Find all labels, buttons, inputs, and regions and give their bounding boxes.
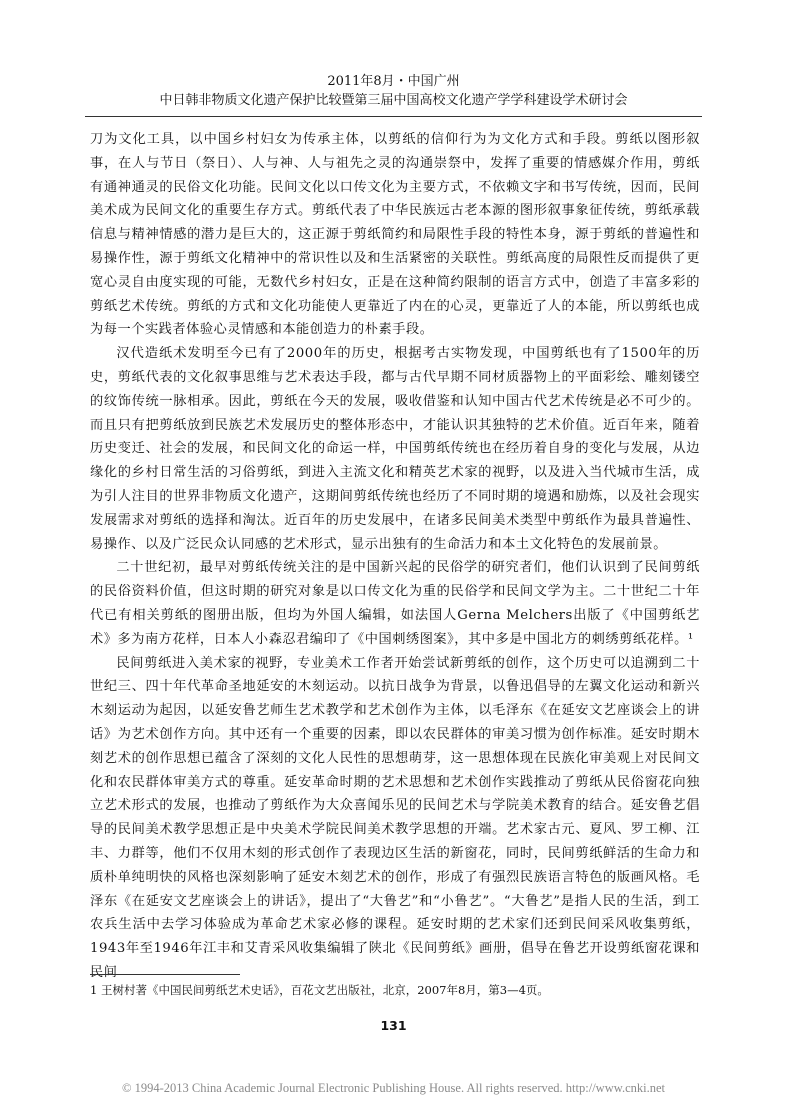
copyright-notice: © 1994-2013 China Academic Journal Electronic Publishing House. All rights reserved. http://www.cnki.net (122, 1081, 665, 1095)
paragraph: 汉代造纸术发明至今已有了2000年的历史，根据考古实物发现，中国剪纸也有了1500年的历史，剪纸代表的文化叙事思维与艺术表达手段，都与古代早期不同材质器物上的平面彩绘、雕刻镂空的纹饰传统一脉相承。因此，剪纸在今天的发展，吸收借鉴和认知中国古代艺术传统是必不可少的。而且只有把剪纸放到民族艺术发展历史的整体形态中，才能认识其独特的艺术价值。近百年来，随着历史变迁、社会的发展，和民间文化的命运一样，中国剪纸传统也在经历着自身的变化与发展，从边缘化的乡村日常生活的习俗剪纸，到进入主流文化和精英艺术家的视野，以及进入当代城市生活，成为引人注目的世界非物质文化遗产，这期间剪纸传统也经历了不同时期的境遇和励炼，以及社会现实发展需求对剪纸的选择和淘汰。近百年的历史发展中，在诸多民间美术类型中剪纸作为最具普遍性、易操作、以及广泛民众认同感的艺术形式，显示出独有的生命活力和本土文化特色的发展前景。 (90, 346, 700, 552)
header-rule (85, 116, 702, 117)
header-conference-title: 中日韩非物质文化遗产保护比较暨第三届中国高校文化遗产学学科建设学术研讨会 (159, 93, 628, 108)
conference-header (0, 72, 787, 110)
header-date-location: 2011年8月・中国广州 (327, 74, 460, 89)
paragraph: 民间剪纸进入美术家的视野，专业美术工作者开始尝试新剪纸的创作，这个历史可以追溯到二十世纪三、四十年代革命圣地延安的木刻运动。以抗日战争为背景，以鲁迅倡导的左翼文化运动和新兴木刻运动为起因，以延安鲁艺师生艺术教学和艺术创作为主体，以毛泽东《在延安文艺座谈会上的讲话》为艺术创作方向。其中还有一个重要的因素，即以农民群体的审美习惯为创作标准。延安时期木刻艺术的创作思想已蕴含了深刻的文化人民性的思想萌芽，这一思想体现在民族化审美观上对民间文化和农民群体审美方式的尊重。延安革命时期的艺术思想和艺术创作实践推动了剪纸从民俗窗花向独立艺术形式的发展，也推动了剪纸作为大众喜闻乐见的民间艺术与学院美术教育的结合。延安鲁艺倡导的民间美术教学思想正是中央美术学院民间美术教学思想的开端。艺术家古元、夏风、罗工柳、江丰、力群等，他们不仅用木刻的形式创作了表现边区生活的新窗花，同时，民间剪纸鲜活的生命力和质朴单纯明快的风格也深刻影响了延安木刻艺术的创作，形成了有强烈民族语言特色的版画风格。毛泽东《在延安文艺座谈会上的讲话》，提出了“大鲁艺”和“小鲁艺”。“大鲁艺”是指人民的生活，到工农兵生活中去学习体验成为革命艺术家必修的课程。延安时期的艺术家们还到民间采风收集剪纸，1943年至1946年江丰和艾青采风收集编辑了陕北《民间剪纸》画册，倡导在鲁艺开设剪纸窗花课和民间 (90, 655, 700, 980)
footnote-rule (90, 974, 240, 975)
article-body (90, 128, 700, 985)
paragraph: 二十世纪初，最早对剪纸传统关注的是中国新兴起的民俗学的研究者们，他们认识到了民间剪纸的民俗资料价值，但这时期的研究对象是以口传文化为重的民俗学和民间文学为主。二十世纪二十年代已有相关剪纸的图册出版，但均为外国人编辑，如法国人Gerna Melchers出版了《中国剪纸艺术》多为南方花样，日本人小森忍君编印了《中国刺绣图案》，其中多是中国北方的刺绣剪纸花样。¹ (90, 560, 700, 647)
paragraph: 刀为文化工具，以中国乡村妇女为传承主体，以剪纸的信仰行为为文化方式和手段。剪纸以图形叙事，在人与节日（祭日）、人与神、人与祖先之灵的沟通崇祭中，发挥了重要的情感媒介作用，剪纸有通神通灵的民俗文化功能。民间文化以口传文化为主要方式，不依赖文字和书写传统，因而，民间美术成为民间文化的重要生存方式。剪纸代表了中华民族远古老本源的图形叙事象征传统，剪纸承载信息与精神情感的潜力是巨大的，这正源于剪纸简约和局限性手段的特性本身，源于剪纸的普遍性和易操作性，源于剪纸文化精神中的常识性以及和生活紧密的关联性。剪纸高度的局限性反而提供了更宽心灵自由度实现的可能，无数代乡村妇女，正是在这种简约限制的语言方式中，创造了丰富多彩的剪纸艺术传统。剪纸的方式和文化功能使人更靠近了内在的心灵，更靠近了人的本能，所以剪纸也成为每一个实践者体验心灵情感和本能创造力的朴素手段。 (90, 132, 700, 338)
page-number: 131 (380, 1018, 407, 1033)
footnote: 1 王树村著《中国民间剪纸艺术史话》，百花文艺出版社，北京，2007年8月，第3—4页。 (90, 983, 549, 997)
